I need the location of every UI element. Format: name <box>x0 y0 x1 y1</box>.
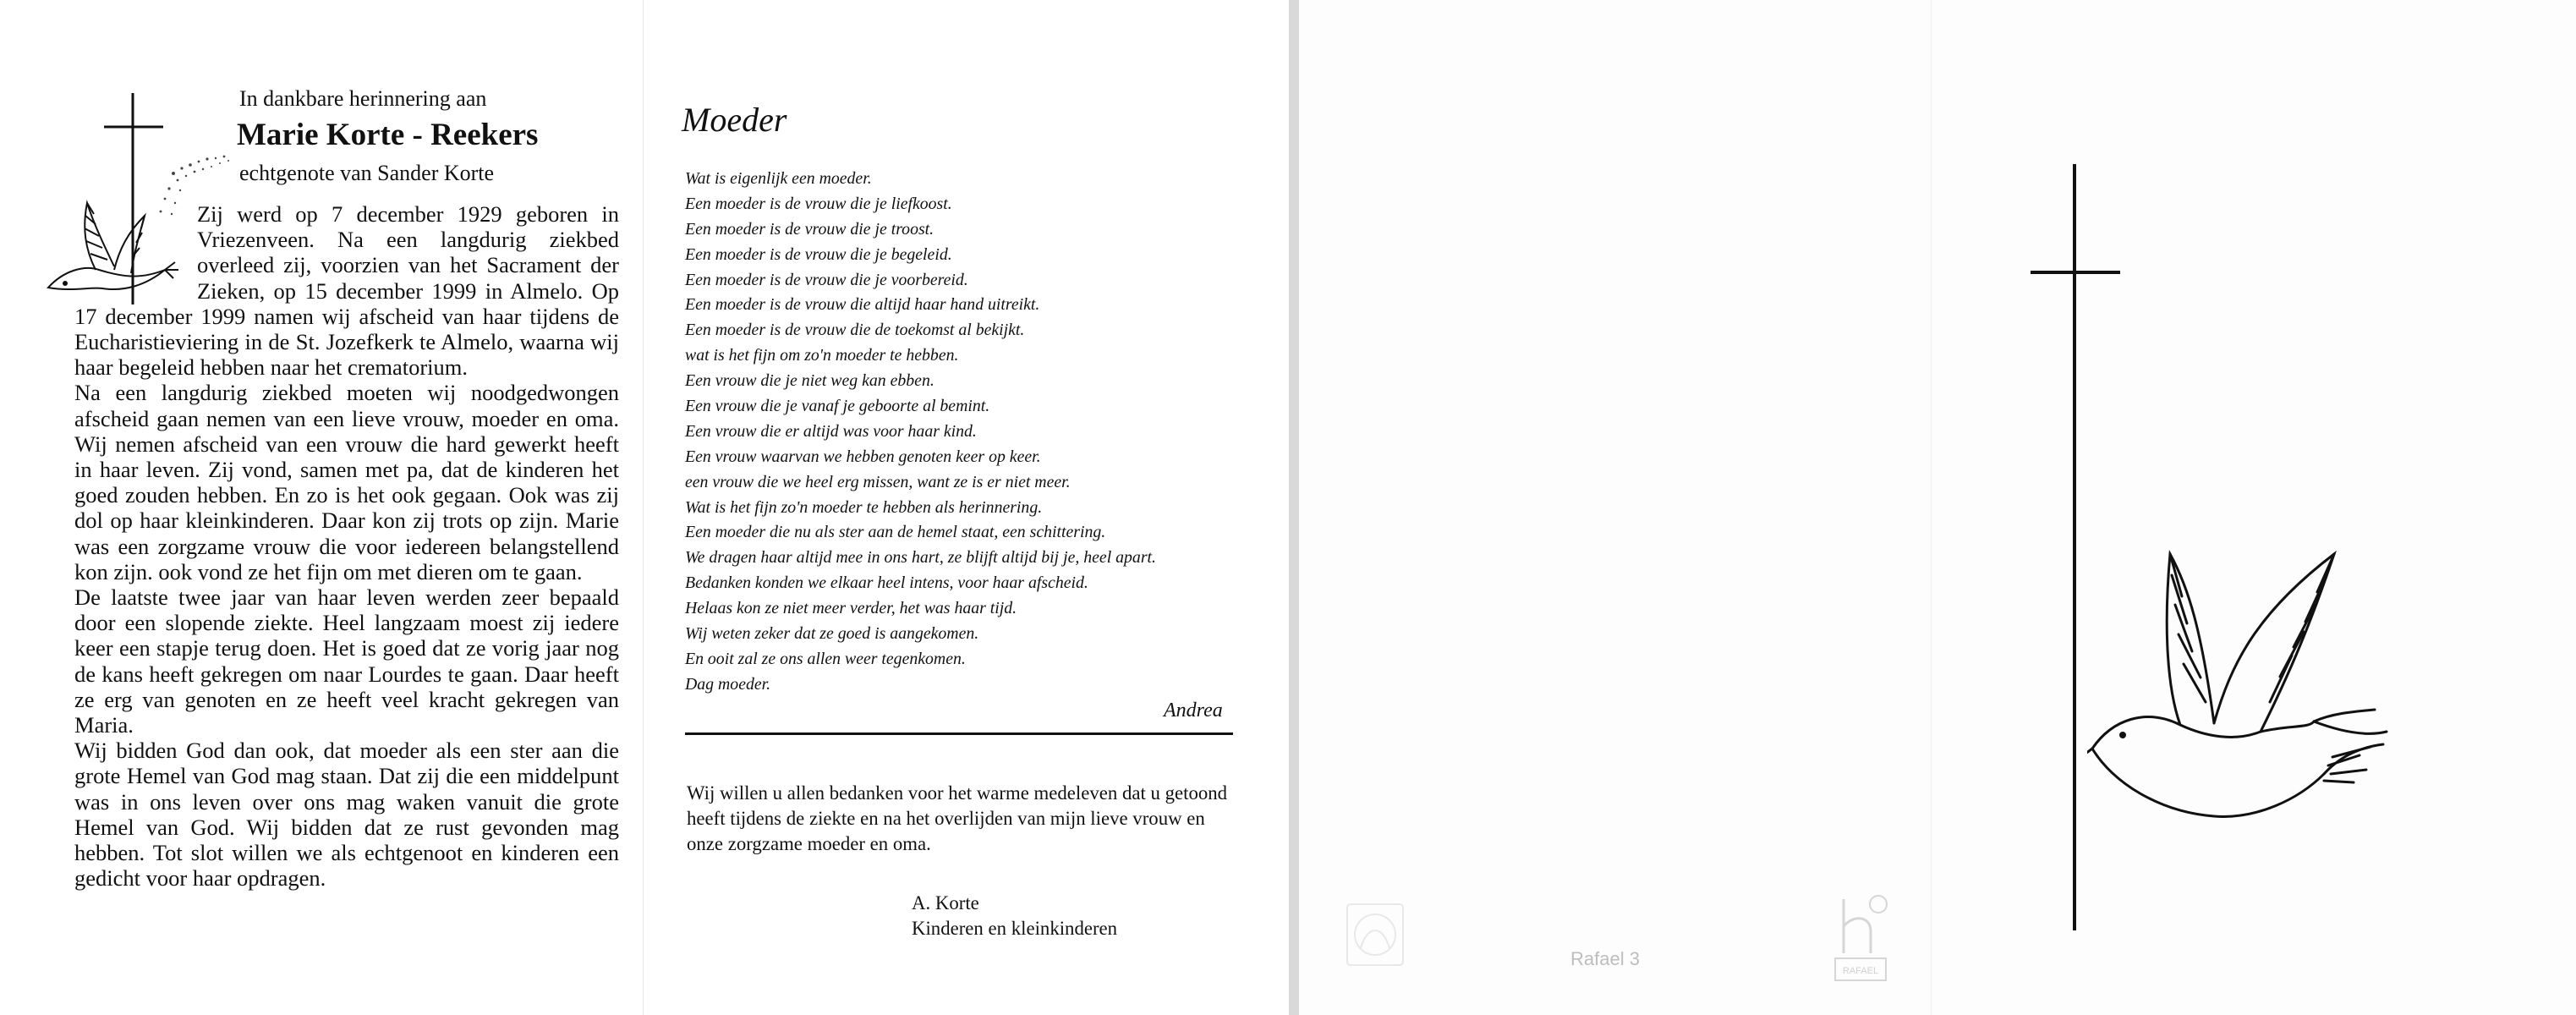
deceased-name: Marie Korte - Reekers <box>237 118 539 152</box>
poem-line: Een moeder die nu als ster aan de hemel staat, een schittering. <box>685 523 1106 542</box>
poem-line: Bedanken konden we elkaar heel intens, voor haar afscheid. <box>685 573 1088 593</box>
publisher-logo-icon <box>1832 892 1891 985</box>
poem-line: Dag moeder. <box>685 674 771 694</box>
image-wrap-spacer <box>74 201 197 296</box>
poem-line: Een moeder is de vrouw die altijd haar hand uitreikt. <box>685 295 1040 315</box>
publisher-logo-text: RAFAEL <box>1842 966 1879 976</box>
faint-emblem-icon <box>1342 899 1410 975</box>
signature-name: A. Korte <box>912 892 979 914</box>
spouse-line: echtgenote van Sander Korte <box>239 161 495 185</box>
bio-paragraph: Zij werd op 7 december 1929 geboren in Vriezenveen. Na een langdurig ziekbed overleed zij, voorzien van het Sacrament der Zieken, op 15 december 1999 in Almelo. Op 17 december 1999 namen wij afscheid van haar tijdens de Eucharistieviering in de St. Jozefkerk te Almelo, waarna wij haar begeleid hebben naar het crematorium. <box>74 201 619 381</box>
fold-line <box>643 0 644 1015</box>
poem-line: Wat is het fijn zo'n moeder te hebben als herinnering. <box>685 497 1043 517</box>
poem-line: Wat is eigenlijk een moeder. <box>685 169 872 188</box>
fold-line <box>1931 0 1932 1015</box>
poem-line: Een moeder is de vrouw die je troost. <box>685 219 934 239</box>
card-model-label: Rafael 3 <box>1570 948 1640 969</box>
poem-author: Andrea <box>1164 700 1223 721</box>
biography <box>74 201 619 891</box>
intro-line: In dankbare herinnering aan <box>239 86 487 111</box>
poem-line: En ooit zal ze ons allen weer tegenkomen. <box>685 649 966 668</box>
poem-line: Een moeder is de vrouw die de toekomst al bekijkt. <box>685 321 1025 340</box>
divider <box>685 732 1233 735</box>
poem-body <box>685 167 1156 698</box>
memorial-card-outside <box>1299 0 2576 1015</box>
thank-you-text: Wij willen u allen bedanken voor het warme medeleven dat u getoond heeft tijdens de ziekte en na het overlijden van mijn lieve vrouw en onze zorgzame moeder en oma. <box>687 782 1228 854</box>
poem-line: Een moeder is de vrouw die je voorbereid. <box>685 270 968 289</box>
poem-line: Een vrouw die er altijd was voor haar kind. <box>685 421 977 441</box>
bio-paragraph: Wij bidden God dan ook, dat moeder als een ster aan die grote Hemel van God mag staan. Dat zij die een middelpunt was in ons leven over ons mag waken vanuit die grote Hemel van God. Wij bidden dat ze rust gevonden mag hebben. Tot slot willen we als echtgenoot en kinderen een gedicht voor haar opdragen. <box>74 738 619 892</box>
poem-line: Een moeder is de vrouw die je begeleid. <box>685 244 952 264</box>
poem-line: Een vrouw die je niet weg kan ebben. <box>685 371 934 391</box>
signature <box>912 891 1117 941</box>
poem-line: Een vrouw waarvan we hebben genoten keer op keer. <box>685 447 1041 466</box>
bio-paragraph: Na een langdurig ziekbed moeten wij noodgedwongen afscheid gaan nemen van een lieve vrouw, moeder en oma. Wij nemen afscheid van een vrouw die hard gewerkt heeft in haar leven. Zij vond, samen met pa, dat de kinderen het goed zouden hebben. En zo is het ook gegaan. Ook was zij dol op haar kleinkinderen. Daar kon zij trots op zijn. Marie was een zorgzame vrouw die voor iedereen belangstellend kon zijn. ook vond ze het fijn om met dieren om te gaan. <box>74 380 619 584</box>
poem-line: een vrouw die we heel erg missen, want ze is er niet meer. <box>685 472 1071 491</box>
poem-line: Wij weten zeker dat ze goed is aangekomen. <box>685 624 979 644</box>
dove-icon <box>2087 529 2392 833</box>
poem-line: wat is het fijn om zo'n moeder te hebben. <box>685 346 959 365</box>
poem-line: Een moeder is de vrouw die je liefkoost. <box>685 194 952 213</box>
poem-line: Helaas kon ze niet meer verder, het was haar tijd. <box>685 599 1017 618</box>
poem-line: We dragen haar altijd mee in ons hart, ze blijft altijd bij je, heel apart. <box>685 548 1156 568</box>
bio-paragraph: De laatste twee jaar van haar leven werden zeer bepaald door een slopende ziekte. Heel langzaam moest zij iedere keer een stapje terug doen. Het is goed dat ze vorig jaar nog de kans heeft gekregen om naar Lourdes te gaan. Daar heeft ze erg van genoten en ze heeft veel kracht gekregen van Maria. <box>74 584 619 738</box>
signature-family: Kinderen en kleinkinderen <box>912 918 1118 939</box>
poem-line: Een vrouw die je vanaf je geboorte al bemint. <box>685 397 990 416</box>
poem-title: Moeder <box>682 101 787 139</box>
